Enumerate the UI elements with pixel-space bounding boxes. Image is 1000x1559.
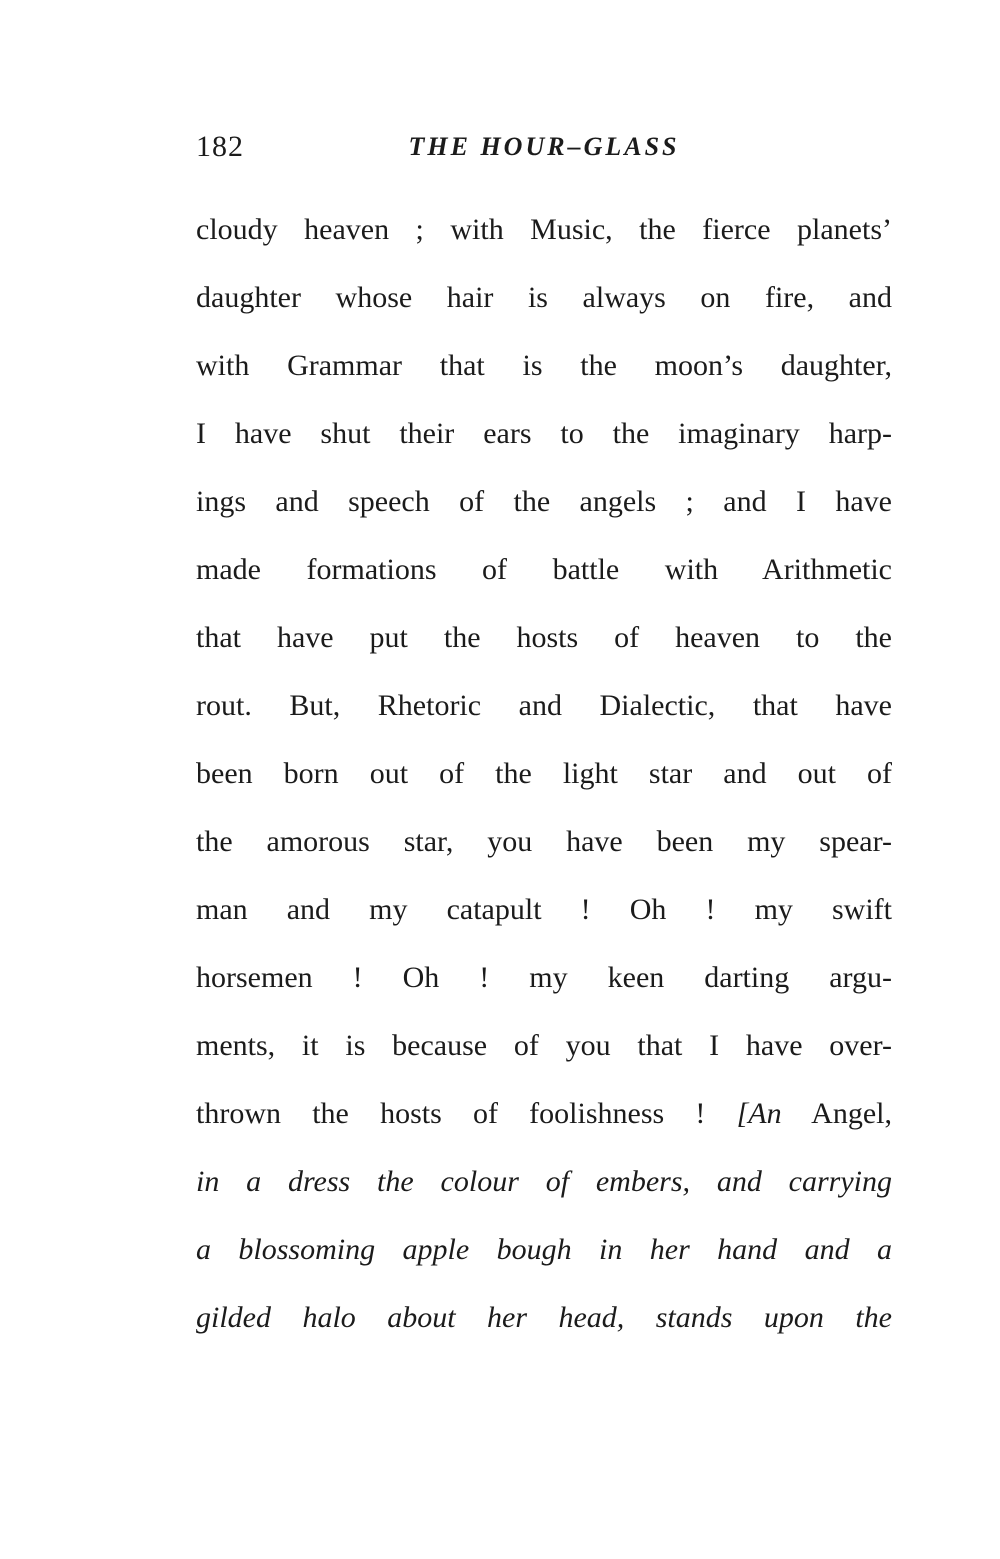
text-line: been born out of the light star and out of: [196, 757, 892, 790]
text-segment-italic: [An: [736, 1097, 782, 1130]
page-header: [196, 130, 892, 196]
text-line: daughter whose hair is always on fire, and: [196, 281, 892, 314]
running-title: THE HOUR–GLASS: [408, 132, 680, 161]
text-line: made formations of battle with Arithmetic: [196, 553, 892, 586]
text-line: I have shut their ears to the imaginary harp-: [196, 417, 892, 450]
text-line-stage-direction: gilded halo about her head, stands upon the: [196, 1301, 892, 1334]
text-line: with Grammar that is the moon’s daughter,: [196, 349, 892, 382]
text-column: [196, 130, 892, 1352]
text-line: rout. But, Rhetoric and Dialectic, that have: [196, 689, 892, 722]
text-line: ings and speech of the angels ; and I have: [196, 485, 892, 518]
text-line: that have put the hosts of heaven to the: [196, 621, 892, 654]
text-line-stage-direction: a blossoming apple bough in her hand and a: [196, 1233, 892, 1266]
text-line-stage-direction-start: [196, 1080, 892, 1148]
text-line: horsemen ! Oh ! my keen darting argu-: [196, 961, 892, 994]
text-line: ments, it is because of you that I have over-: [196, 1029, 892, 1062]
text-line-stage-direction: in a dress the colour of embers, and carrying: [196, 1165, 892, 1198]
text-line: man and my catapult ! Oh ! my swift: [196, 893, 892, 926]
text-line: the amorous star, you have been my spear-: [196, 825, 892, 858]
text-segment: thrown the hosts of foolishness !: [196, 1097, 737, 1130]
page-number: 182: [196, 130, 244, 163]
text-line: cloudy heaven ; with Music, the fierce planets’: [196, 213, 892, 246]
text-segment-character-name: Angel,: [781, 1097, 892, 1130]
body-text: [196, 196, 892, 1352]
